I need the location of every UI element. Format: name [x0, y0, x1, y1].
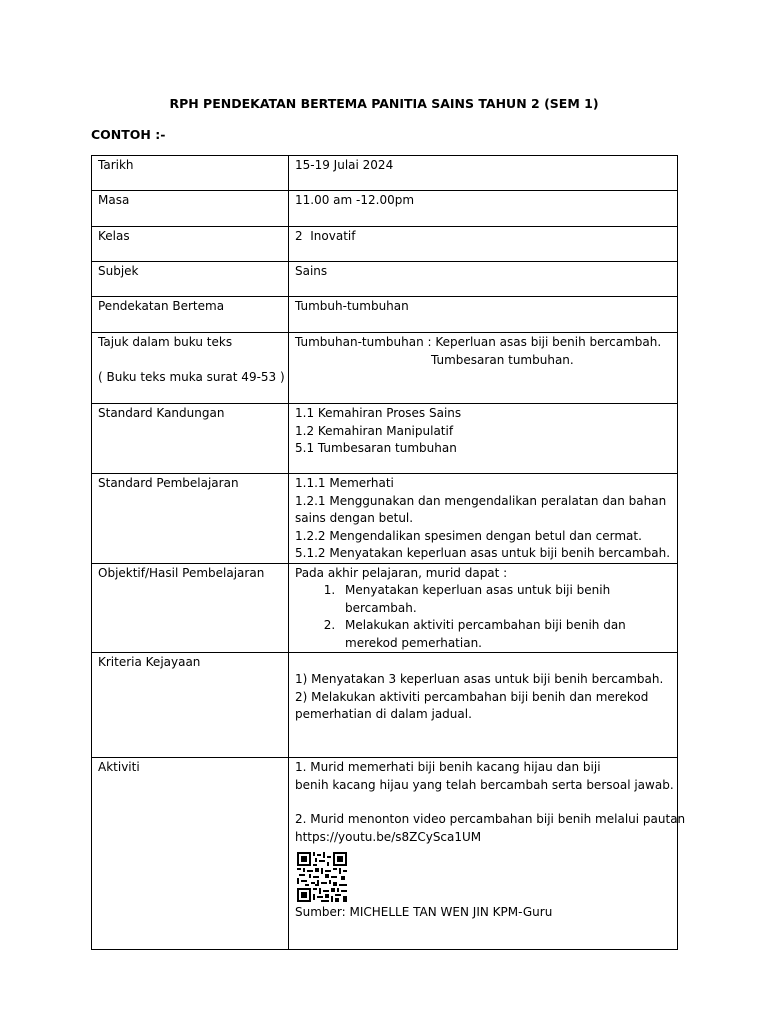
tajuk-line-1: Tumbuhan-tumbuhan : Keperluan asas biji benih bercambah. [295, 335, 662, 349]
table-row-standard-pembelajaran [92, 474, 678, 564]
aktiviti-label: Aktiviti [92, 758, 289, 950]
sp-line-4: 1.2.2 Mengendalikan spesimen dengan betul dan cermat. [295, 528, 642, 543]
sk-line-3: 5.1 Tumbesaran tumbuhan [295, 441, 457, 455]
kriteria-line-3: pemerhatian di dalam jadual. [295, 707, 472, 721]
table-row-aktiviti [92, 758, 678, 950]
spacer [295, 654, 671, 671]
sp-line-3: sains dengan betul. [295, 511, 414, 525]
tajuk-note: ( Buku teks muka surat 49-53 ) [98, 369, 285, 384]
contoh-heading: CONTOH :- [91, 127, 166, 142]
aktiviti-source: Sumber: MICHELLE TAN WEN JIN KPM-Guru [295, 905, 553, 919]
table-row-tajuk [92, 333, 678, 404]
masa-label: Masa [92, 191, 289, 227]
aktiviti-step1-line-1: 1. Murid memerhati biji benih kacang hijau dan biji [295, 760, 601, 774]
sk-line-1: 1.1 Kemahiran Proses Sains [295, 406, 462, 420]
standard-kandungan-value [289, 404, 678, 474]
kelas-label: Kelas [92, 227, 289, 262]
kriteria-line-1: 1) Menyatakan 3 keperluan asas untuk biji benih bercambah. [295, 672, 664, 686]
table-row-kriteria [92, 653, 678, 758]
aktiviti-step1-line-2: benih kacang hijau yang telah bercambah serta bersoal jawab. [295, 777, 674, 792]
sp-line-2: 1.2.1 Menggunakan dan mengendalikan peralatan dan bahan [295, 493, 667, 508]
tajuk-value [289, 333, 678, 404]
kriteria-label: Kriteria Kejayaan [92, 653, 289, 758]
kelas-value: 2 Inovatif [289, 227, 678, 262]
table-row-pendekatan [92, 297, 678, 333]
spacer [295, 794, 671, 811]
sp-line-1: 1.1.1 Memerhati [295, 476, 394, 490]
tajuk-label: Tajuk dalam buku teks [98, 335, 233, 349]
aktiviti-value [289, 758, 686, 950]
spacer [98, 352, 282, 369]
aktiviti-step2-line-1: 2. Murid menonton video percambahan biji benih melalui pautan [295, 812, 686, 826]
pendekatan-label: Pendekatan Bertema [92, 297, 289, 333]
masa-value: 11.00 am -12.00pm [289, 191, 678, 227]
table-row-kelas [92, 227, 678, 262]
tajuk-line-2: Tumbesaran tumbuhan. [431, 352, 574, 367]
pendekatan-value: Tumbuh-tumbuhan [289, 297, 678, 333]
table-row-standard-kandungan [92, 404, 678, 474]
table-row-objektif [92, 563, 678, 653]
rph-table [91, 155, 686, 950]
objektif-list [295, 582, 671, 652]
objektif-item-2: 2. Melakukan aktiviti percambahan biji benih dan merekod pemerhatian. [339, 617, 671, 652]
tarikh-label: Tarikh [92, 156, 289, 191]
standard-pembelajaran-value [289, 474, 678, 564]
table-row-tarikh [92, 156, 678, 191]
objektif-value [289, 563, 678, 653]
tajuk-cell [92, 333, 289, 404]
sk-line-2: 1.2 Kemahiran Manipulatif [295, 423, 454, 438]
objektif-label: Objektif/Hasil Pembelajaran [92, 563, 289, 653]
table-row-masa [92, 191, 678, 227]
subjek-label: Subjek [92, 262, 289, 297]
table-row-subjek [92, 262, 678, 297]
sp-line-5: 5.1.2 Menyatakan keperluan asas untuk biji benih bercambah. [295, 546, 671, 560]
kriteria-line-2: 2) Melakukan aktiviti percambahan biji benih dan merekod [295, 689, 649, 704]
subjek-value: Sains [289, 262, 678, 297]
standard-pembelajaran-label: Standard Pembelajaran [92, 474, 289, 564]
standard-kandungan-label: Standard Kandungan [92, 404, 289, 474]
qr-code-icon[interactable] [297, 852, 347, 902]
document-title: RPH PENDEKATAN BERTEMA PANITIA SAINS TAHUN 2 (SEM 1) [169, 96, 599, 111]
objektif-item-1: 1. Menyatakan keperluan asas untuk biji benih bercambah. [339, 582, 671, 617]
video-link[interactable]: https://youtu.be/s8ZCySca1UM [295, 829, 482, 844]
kriteria-value [289, 653, 678, 758]
objektif-intro: Pada akhir pelajaran, murid dapat : [295, 565, 508, 580]
tarikh-value: 15-19 Julai 2024 [289, 156, 678, 191]
